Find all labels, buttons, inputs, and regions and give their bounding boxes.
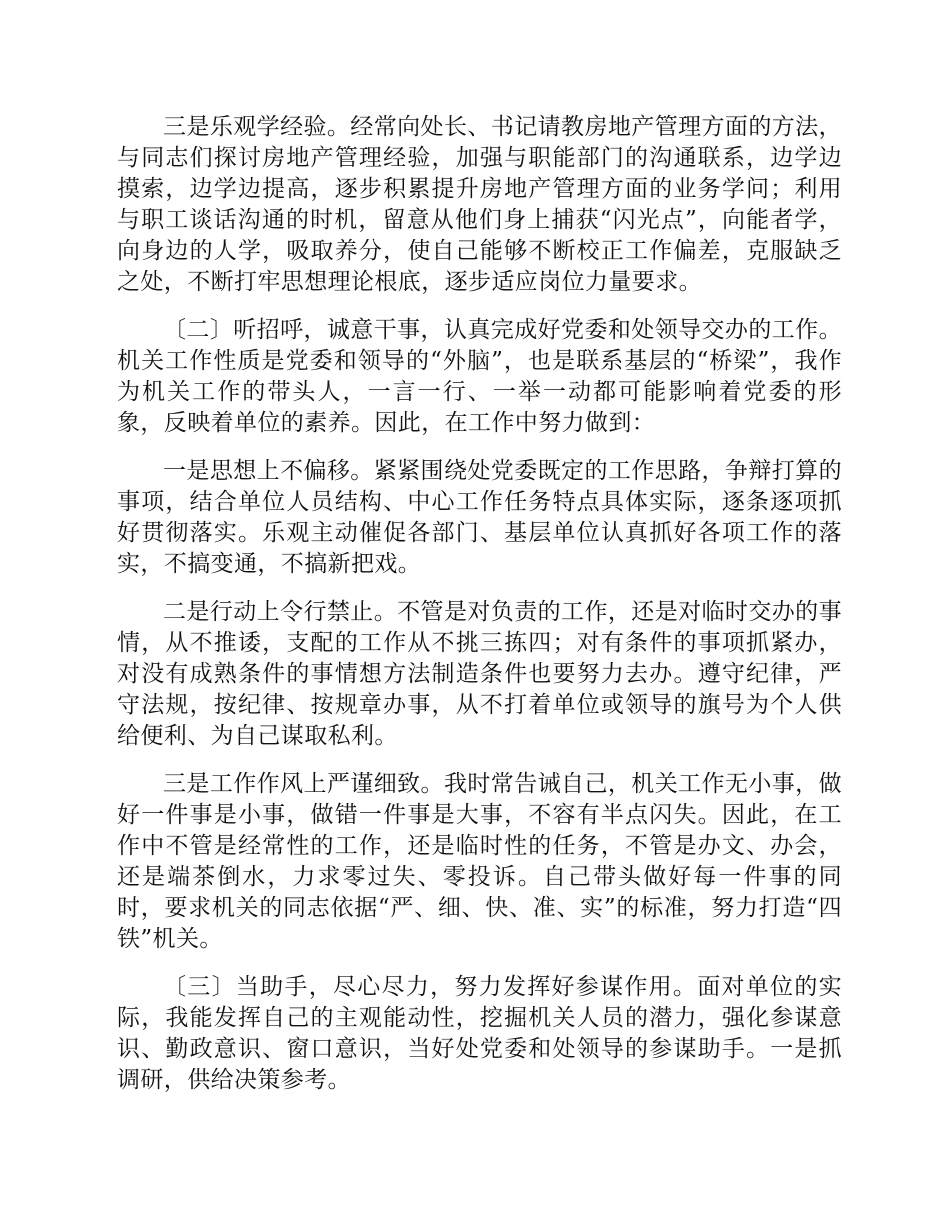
paragraph-action: 二是行动上令行禁止。不管是对负责的工作，还是对临时交办的事情，从不推诿，支配的工作从不挑三拣四；对有条件的事项抓紧办，对没有成熟条件的事情想方法制造条件也要努力去办。遵守纪律，严守法规，按纪律、按规章办事，从不打着单位或领导的旗号为个人供给便利、为自己谋取私利。 [117, 599, 842, 749]
paragraph-learning-experience: 三是乐观学经验。经常向处长、书记请教房地产管理方面的方法，与同志们探讨房地产管理经验，加强与职能部门的沟通联系，边学边摸索，边学边提高，逐步积累提升房地产管理方面的业务学问；利用与职工谈话沟通的时机，留意从他们身上捕获“闪光点”，向能者学，向身边的人学，吸取养分，使自己能够不断校正工作偏差，克服缺乏之处，不断打牢思想理论根底，逐步适应岗位力量要求。 [117, 114, 842, 295]
document-body [117, 112, 842, 1113]
paragraph-section-three: 〔三〕当助手，尽心尽力，努力发挥好参谋作用。面对单位的实际，我能发挥自己的主观能动性，挖掘机关人员的潜力，强化参谋意识、勤政意识、窗口意识，当好处党委和处领导的参谋助手。一是抓调研，供给决策参考。 [117, 974, 842, 1093]
paragraph-section-two: 〔二〕听招呼，诚意干事，认真完成好党委和处领导交办的工作。机关工作性质是党委和领导的“外脑”，也是联系基层的“桥梁”，我作为机关工作的带头人，一言一行、一举一动都可能影响着党委的形象，反映着单位的素养。因此，在工作中努力做到： [117, 317, 842, 436]
paragraph-work-style: 三是工作作风上严谨细致。我时常告诫自己，机关工作无小事，做好一件事是小事，做错一件事是大事，不容有半点闪失。因此，在工作中不管是经常性的工作，还是临时性的任务，不管是办文、办会，还是端茶倒水，力求零过失、零投诉。自己带头做好每一件事的同时，要求机关的同志依据“严、细、快、准、实”的标准，努力打造“四铁”机关。 [117, 771, 842, 952]
paragraph-thinking: 一是思想上不偏移。紧紧围绕处党委既定的工作思路，争辩打算的事项，结合单位人员结构、中心工作任务特点具体实际，逐条逐项抓好贯彻落实。乐观主动催促各部门、基层单位认真抓好各项工作的落实，不搞变通，不搞新把戏。 [117, 458, 842, 577]
